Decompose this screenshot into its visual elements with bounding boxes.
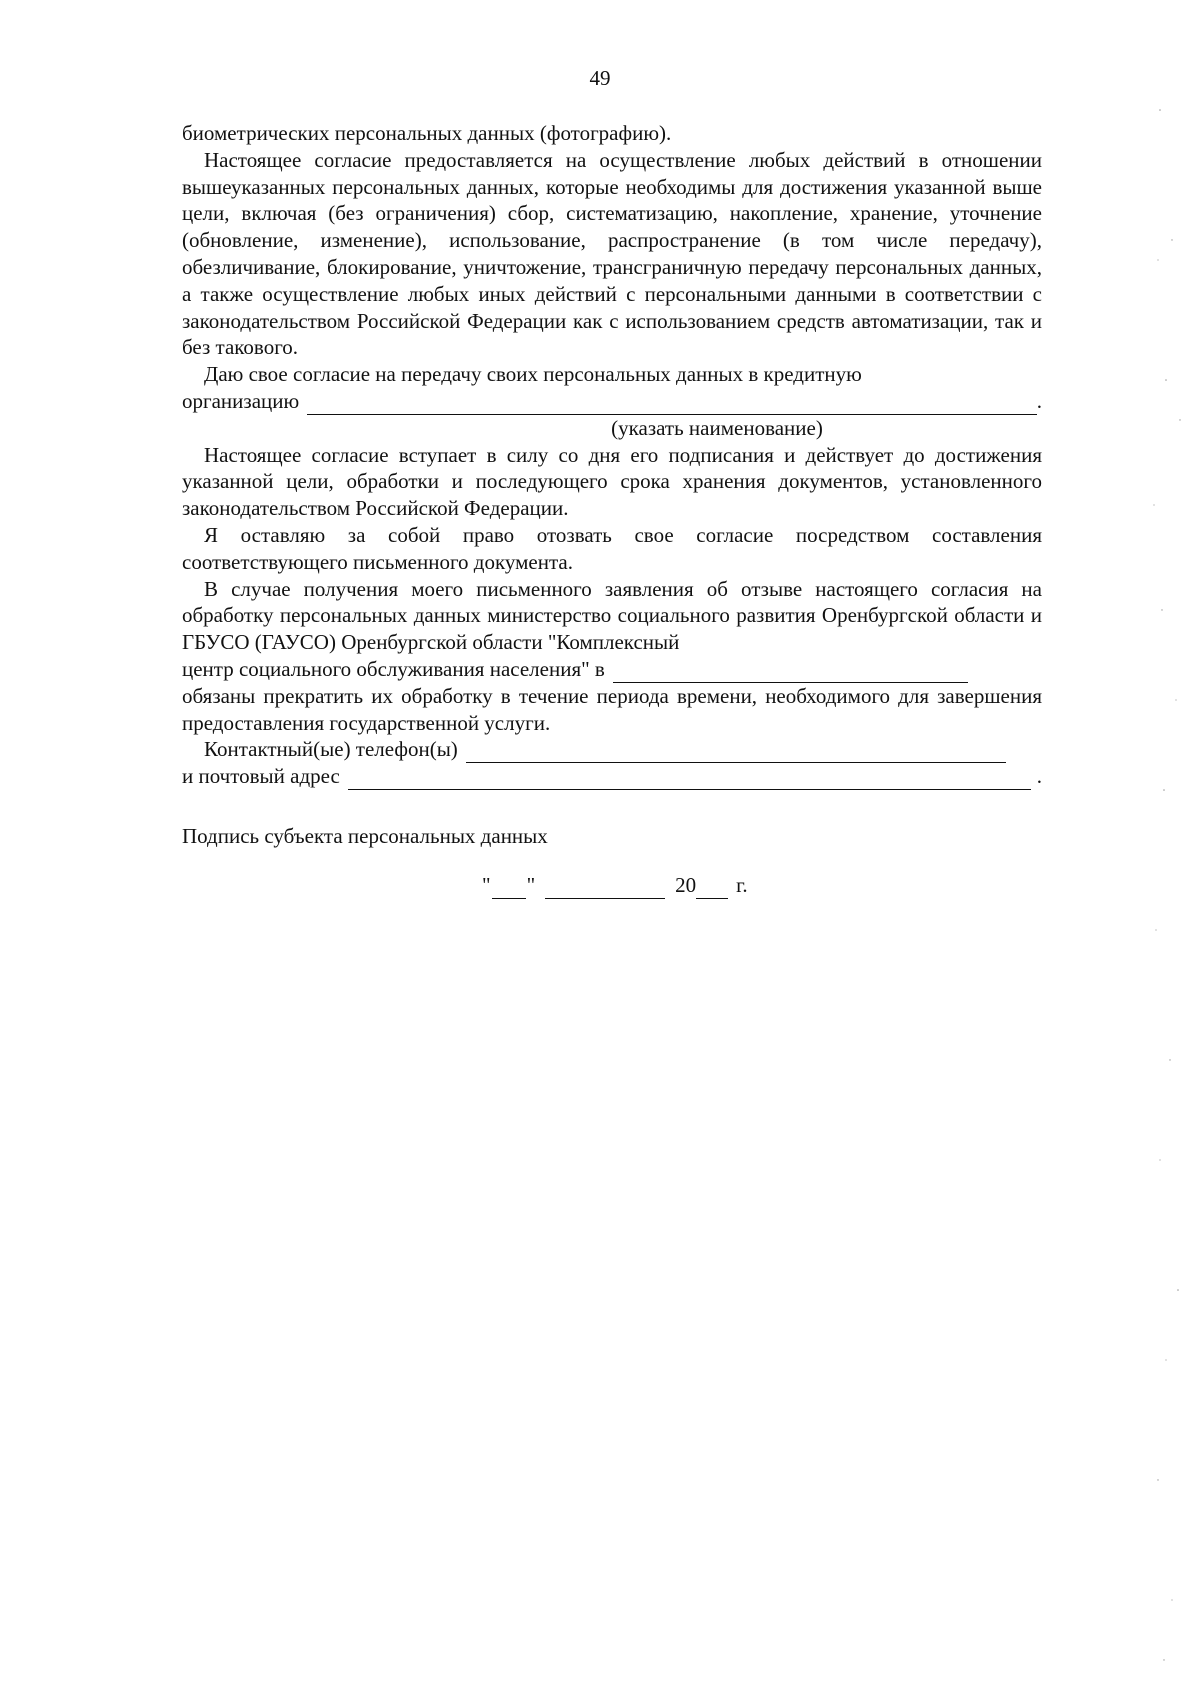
paragraph-revocation-processing: В случае получения моего письменного заявления об отзыве настоящего согласия на обработку персональных данных министерство социального развития Оренбургской области и ГБУСО (ГАУСО) Оренбургской области "Комплексный xyxy=(182,576,1042,655)
date-year-prefix: 20 xyxy=(675,872,697,897)
center-location-label: центр социального обслуживания населения" в xyxy=(182,656,605,681)
address-field[interactable] xyxy=(348,769,1031,790)
credit-organization-caption: (указать наименование) xyxy=(611,415,823,440)
phone-field[interactable] xyxy=(466,742,1006,763)
paragraph-actions-scope: Настоящее согласие предоставляется на осуществление любых действий в отношении вышеуказанных персональных данных, которые необходимы для достижения указанной выше цели, включая (без ограничения) сбор, систематизацию, накопление, хранение, уточнение (обновление, изменение), использование, распространение (в том числе передачу), обезличивание, блокирование, уничтожение, трансграничную передачу персональных данных, а также осуществление любых иных действий с персональными данными в соответствии с законодательством Российской Федерации как с использованием средств автоматизации, так и без такового. xyxy=(182,147,1042,360)
date-quote-close: " xyxy=(526,872,536,897)
paragraph-revocation-right: Я оставляю за собой право отозвать свое согласие посредством составления соответствующего письменного документа. xyxy=(182,522,1042,574)
signature-date-line xyxy=(182,872,1042,899)
phone-line xyxy=(182,736,1042,763)
page-number: 49 xyxy=(589,66,611,90)
paragraph-transfer-consent: Даю свое согласие на передачу своих персональных данных в кредитную xyxy=(204,362,862,387)
center-location-field[interactable] xyxy=(613,662,968,683)
credit-organization-field[interactable] xyxy=(307,394,1037,415)
credit-organization-end: . xyxy=(1036,388,1042,413)
credit-organization-line xyxy=(182,388,1042,415)
paragraph-processing-stop: обязаны прекратить их обработку в течение периода времени, необходимого для завершения предоставления государственной услуги. xyxy=(182,683,1042,735)
date-year-field[interactable] xyxy=(696,878,728,899)
address-line xyxy=(182,763,1042,790)
date-month-field[interactable] xyxy=(545,878,665,899)
scan-noise-decoration xyxy=(1120,0,1200,1697)
date-year-suffix: г. xyxy=(736,872,748,897)
date-quote-open: " xyxy=(482,872,491,897)
address-label: и почтовый адрес xyxy=(182,764,340,789)
credit-organization-label: организацию xyxy=(182,388,300,413)
date-day-field[interactable] xyxy=(492,878,526,899)
center-location-line xyxy=(182,656,1042,683)
paragraph-validity: Настоящее согласие вступает в силу со дня его подписания и действует до достижения указанной цели, обработки и последующего срока хранения документов, установленного законодательством Российской Федерации. xyxy=(182,442,1042,521)
paragraph-biometric: биометрических персональных данных (фотографию). xyxy=(182,121,672,145)
phone-label: Контактный(ые) телефон(ы) xyxy=(204,737,458,762)
signature-label: Подпись субъекта персональных данных xyxy=(182,823,548,848)
consent-text xyxy=(182,120,1042,899)
address-end: . xyxy=(1036,764,1042,789)
